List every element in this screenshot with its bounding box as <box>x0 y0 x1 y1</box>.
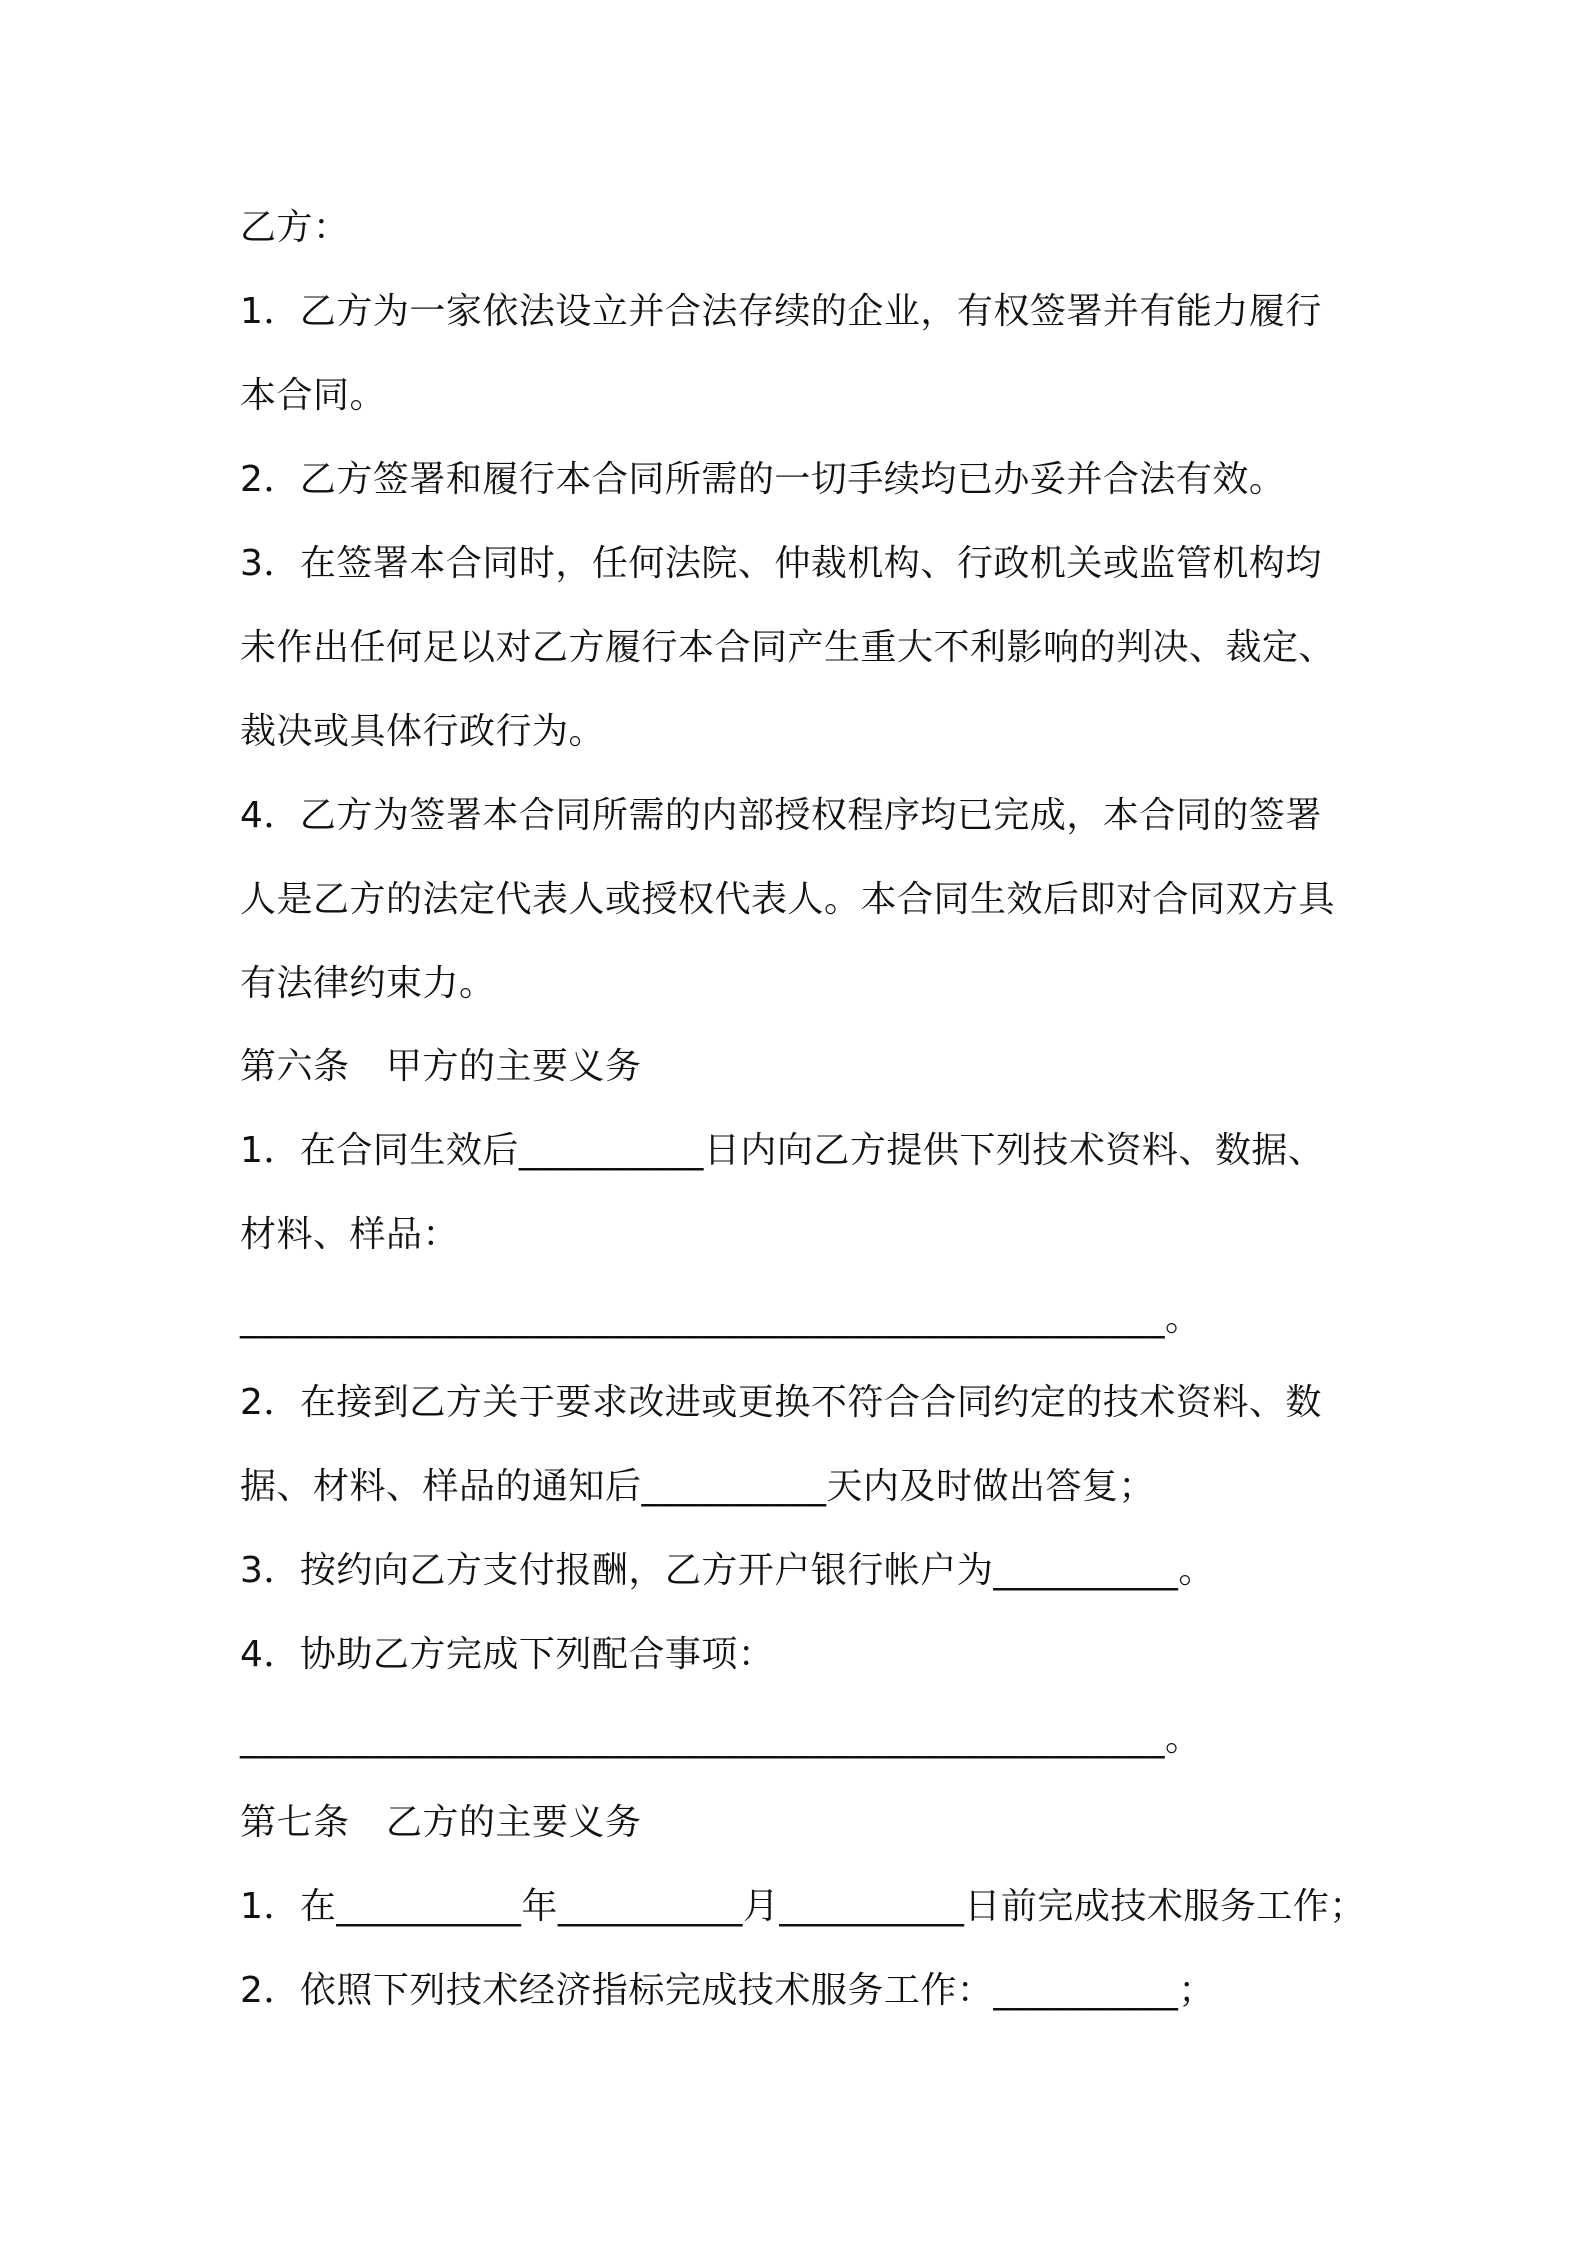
text-line: 未作出任何足以对乙方履行本合同产生重大不利影响的判决、裁定、 <box>240 627 1336 668</box>
text-line: 裁决或具体行政行为。 <box>240 711 606 752</box>
text-line: 有法律约束力。 <box>240 963 496 1004</box>
text-line: 人是乙方的法定代表人或授权代表人。本合同生效后即对合同双方具 <box>240 879 1336 920</box>
text-line: 1．乙方为一家依法设立并合法存续的企业，有权签署并有能力履行 <box>240 291 1322 332</box>
text-line: 4．乙方为签署本合同所需的内部授权程序均已完成，本合同的签署 <box>240 795 1322 836</box>
text-line: 1．在__________年__________月__________日前完成技术服务工作； <box>240 1886 1366 1927</box>
blank-fill-line: __________________________________________________。 <box>240 1718 1202 1759</box>
text-line: 1．在合同生效后__________日内向乙方提供下列技术资料、数据、 <box>240 1130 1325 1171</box>
text-line: 3．按约向乙方支付报酬，乙方开户银行帐户为__________。 <box>240 1550 1215 1591</box>
text-line: 乙方： <box>240 207 350 248</box>
text-line: 2．乙方签署和履行本合同所需的一切手续均已办妥并合法有效。 <box>240 459 1286 500</box>
text-line: 材料、样品： <box>240 1214 460 1255</box>
text-line: 本合同。 <box>240 375 387 416</box>
section-heading: 第七条 乙方的主要义务 <box>240 1802 642 1843</box>
text-line: 2．在接到乙方关于要求改进或更换不符合合同约定的技术资料、数 <box>240 1382 1322 1423</box>
text-line: 3．在签署本合同时，任何法院、仲裁机构、行政机关或监管机构均 <box>240 543 1322 584</box>
text-line: 2．依照下列技术经济指标完成技术服务工作：__________； <box>240 1970 1215 2011</box>
blank-fill-line: __________________________________________________。 <box>240 1298 1202 1339</box>
text-line: 据、材料、样品的通知后__________天内及时做出答复； <box>240 1466 1156 1507</box>
text-line: 4．协助乙方完成下列配合事项： <box>240 1634 775 1675</box>
section-heading: 第六条 甲方的主要义务 <box>240 1046 642 1087</box>
